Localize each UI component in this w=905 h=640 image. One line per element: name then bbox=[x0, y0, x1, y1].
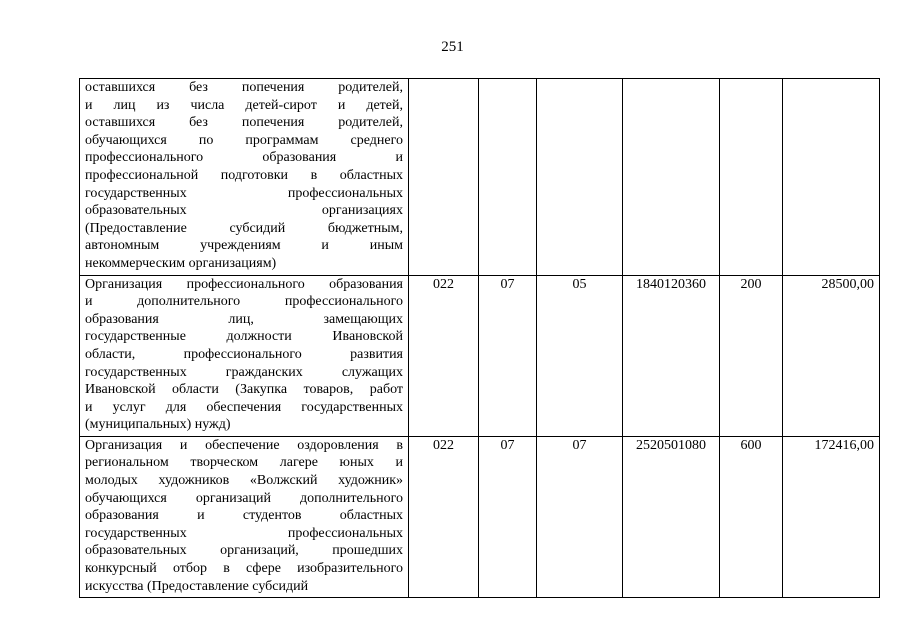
row-description bbox=[80, 79, 409, 276]
expense-type-code bbox=[720, 79, 783, 276]
description-line: и услуг для обеспечения государственных bbox=[85, 399, 403, 415]
description-line: конкурсный отбор в сфере изобразительного bbox=[85, 561, 403, 577]
expense-type-code: 200 bbox=[720, 275, 783, 436]
page-number: 251 bbox=[441, 39, 464, 55]
subsection-code: 05 bbox=[537, 275, 623, 436]
section-code bbox=[479, 79, 537, 276]
description-line: государственных гражданских служащих bbox=[85, 364, 403, 380]
section-code: 07 bbox=[479, 275, 537, 436]
description-line: и лиц из числа детей-сирот и детей, bbox=[85, 97, 403, 113]
description-line: профессиональной подготовки в областных bbox=[85, 167, 403, 183]
target-article-code: 1840120360 bbox=[623, 275, 720, 436]
amount-value: 172416,00 bbox=[783, 436, 880, 597]
amount-value bbox=[783, 79, 880, 276]
table-row bbox=[80, 275, 880, 436]
description-line: образовательных организациях bbox=[85, 203, 403, 219]
ministry-code: 022 bbox=[409, 436, 479, 597]
description-line: (Предоставление субсидий бюджетным, bbox=[85, 220, 403, 236]
subsection-code: 07 bbox=[537, 436, 623, 597]
row-description bbox=[80, 436, 409, 597]
ministry-code: 022 bbox=[409, 275, 479, 436]
description-line: оставшихся без попечения родителей, bbox=[85, 115, 403, 131]
description-line: профессионального образования и bbox=[85, 150, 403, 166]
description-line: обучающихся по программам среднего bbox=[85, 132, 403, 148]
description-line: области, профессионального развития bbox=[85, 346, 403, 362]
description-line: молодых художников «Волжский художник» bbox=[85, 473, 403, 489]
description-line: (муниципальных) нужд) bbox=[85, 417, 231, 433]
description-line: образования и студентов областных bbox=[85, 508, 403, 524]
description-line: государственных профессиональных bbox=[85, 525, 403, 541]
description-line: искусства (Предоставление субсидий bbox=[85, 578, 309, 594]
description-line: Организация профессионального образования bbox=[85, 276, 403, 292]
description-line: оставшихся без попечения родителей, bbox=[85, 80, 403, 95]
target-article-code: 2520501080 bbox=[623, 436, 720, 597]
expense-type-code: 600 bbox=[720, 436, 783, 597]
description-line: региональном творческом лагере юных и bbox=[85, 455, 403, 471]
budget-table bbox=[79, 78, 880, 598]
row-description bbox=[80, 275, 409, 436]
amount-value: 28500,00 bbox=[783, 275, 880, 436]
description-line: государственных профессиональных bbox=[85, 185, 403, 201]
description-line: автономным учреждениям и иным bbox=[85, 238, 403, 254]
description-line: образовательных организаций, прошедших bbox=[85, 543, 403, 559]
table-row bbox=[80, 79, 880, 276]
subsection-code bbox=[537, 79, 623, 276]
target-article-code bbox=[623, 79, 720, 276]
description-line: Ивановской области (Закупка товаров, работ bbox=[85, 382, 403, 398]
description-line: обучающихся организаций дополнительного bbox=[85, 490, 403, 506]
section-code: 07 bbox=[479, 436, 537, 597]
ministry-code bbox=[409, 79, 479, 276]
description-line: некоммерческим организациям) bbox=[85, 255, 277, 271]
description-line: и дополнительного профессионального bbox=[85, 294, 403, 310]
description-line: государственные должности Ивановской bbox=[85, 329, 403, 345]
description-line: Организация и обеспечение оздоровления в bbox=[85, 437, 403, 453]
description-line: образования лиц, замещающих bbox=[85, 311, 403, 327]
table-row bbox=[80, 436, 880, 597]
